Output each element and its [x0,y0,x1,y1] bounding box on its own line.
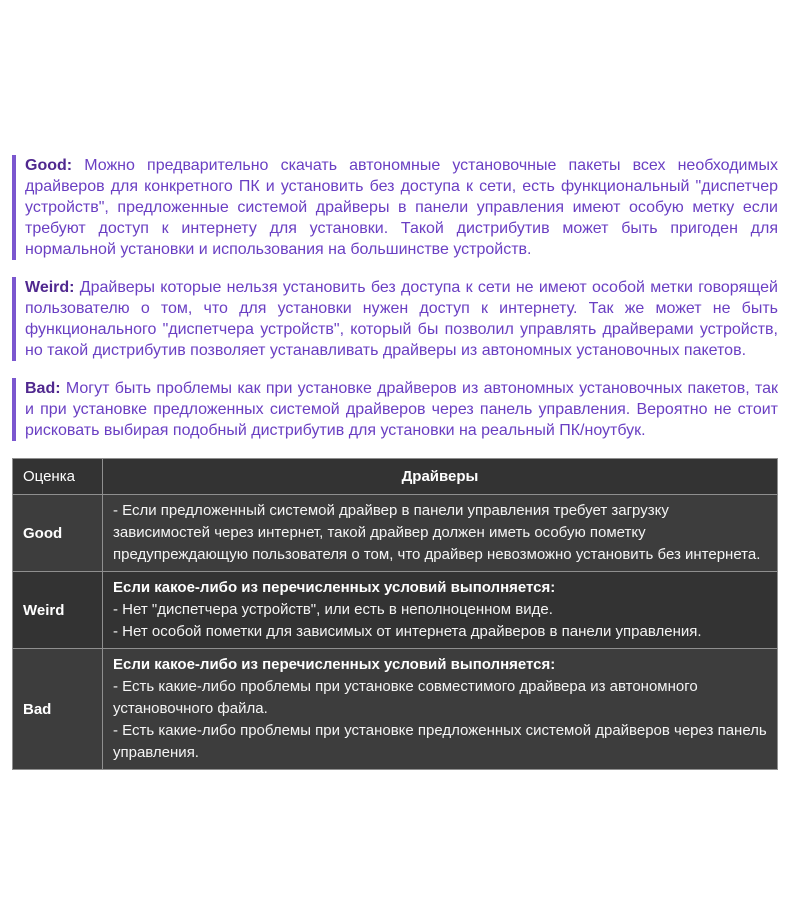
criteria-intro: Если какое-либо из перечисленных условий выполняется: [113,656,556,673]
criteria-cell-weird [103,572,778,649]
bad-paragraph [12,378,778,441]
weird-paragraph-label: Weird: [25,279,75,296]
bad-paragraph-text: Могут быть проблемы как при установке драйверов из автономных установочных пакетов, так и при установке предложенных системой драйверов через панель управления. Вероятно не стоит рисковать выбирая подобный дистрибутив для установки на реальный ПК/ноутбук. [25,380,778,439]
rating-cell-weird: Weird [13,572,103,649]
criteria-item: - Если предложенный системой драйвер в панели управления требует загрузку зависимостей через интернет, такой драйвер должен иметь особую пометку предупреждающую пользователя о том, что драйвер невозможно установить без интернета. [113,502,761,563]
table-row-weird [13,572,778,649]
criteria-item: - Есть какие-либо проблемы при установке совместимого драйвера из автономного установочного файла. [113,678,698,717]
rating-cell-bad: Bad [13,649,103,770]
criteria-item: - Есть какие-либо проблемы при установке предложенных системой драйверов через панель управления. [113,722,767,761]
good-paragraph-text: Можно предварительно скачать автономные установочные пакеты всех необходимых драйверов для конкретного ПК и установить без доступа к сети, есть функциональный "диспетчер устройств", предложенные системой драйверы в панели управления имеют особую метку если требуют доступ к интернету для установки. Такой дистрибутив может быть пригоден для нормальной установки и использования на большинстве устройств. [25,157,778,258]
criteria-intro: Если какое-либо из перечисленных условий выполняется: [113,579,556,596]
ratings-table [12,458,778,770]
header-cell-drivers: Драйверы [103,459,778,495]
rating-cell-good: Good [13,495,103,572]
weird-paragraph-text: Драйверы которые нельзя установить без доступа к сети не имеют особой метки говорящей пользователю о том, что для установки нужен доступ к интернету. Так же может не быть функционального "диспетчера устройств", который бы позволил управлять драйверами устройств, но такой дистрибутив позволяет устанавливать драйверы из автономных установочных пакетов. [25,279,778,359]
bad-paragraph-label: Bad: [25,380,61,397]
good-paragraph [12,155,778,260]
table-row-good [13,495,778,572]
criteria-item: - Нет "диспетчера устройств", или есть в неполноценном виде. [113,601,553,618]
header-cell-rating: Оценка [13,459,103,495]
table-row-bad [13,649,778,770]
criteria-cell-bad [103,649,778,770]
table-header-row [13,459,778,495]
criteria-cell-good [103,495,778,572]
good-paragraph-label: Good: [25,157,73,174]
weird-paragraph [12,277,778,361]
criteria-item: - Нет особой пометки для зависимых от интернета драйверов в панели управления. [113,623,702,640]
